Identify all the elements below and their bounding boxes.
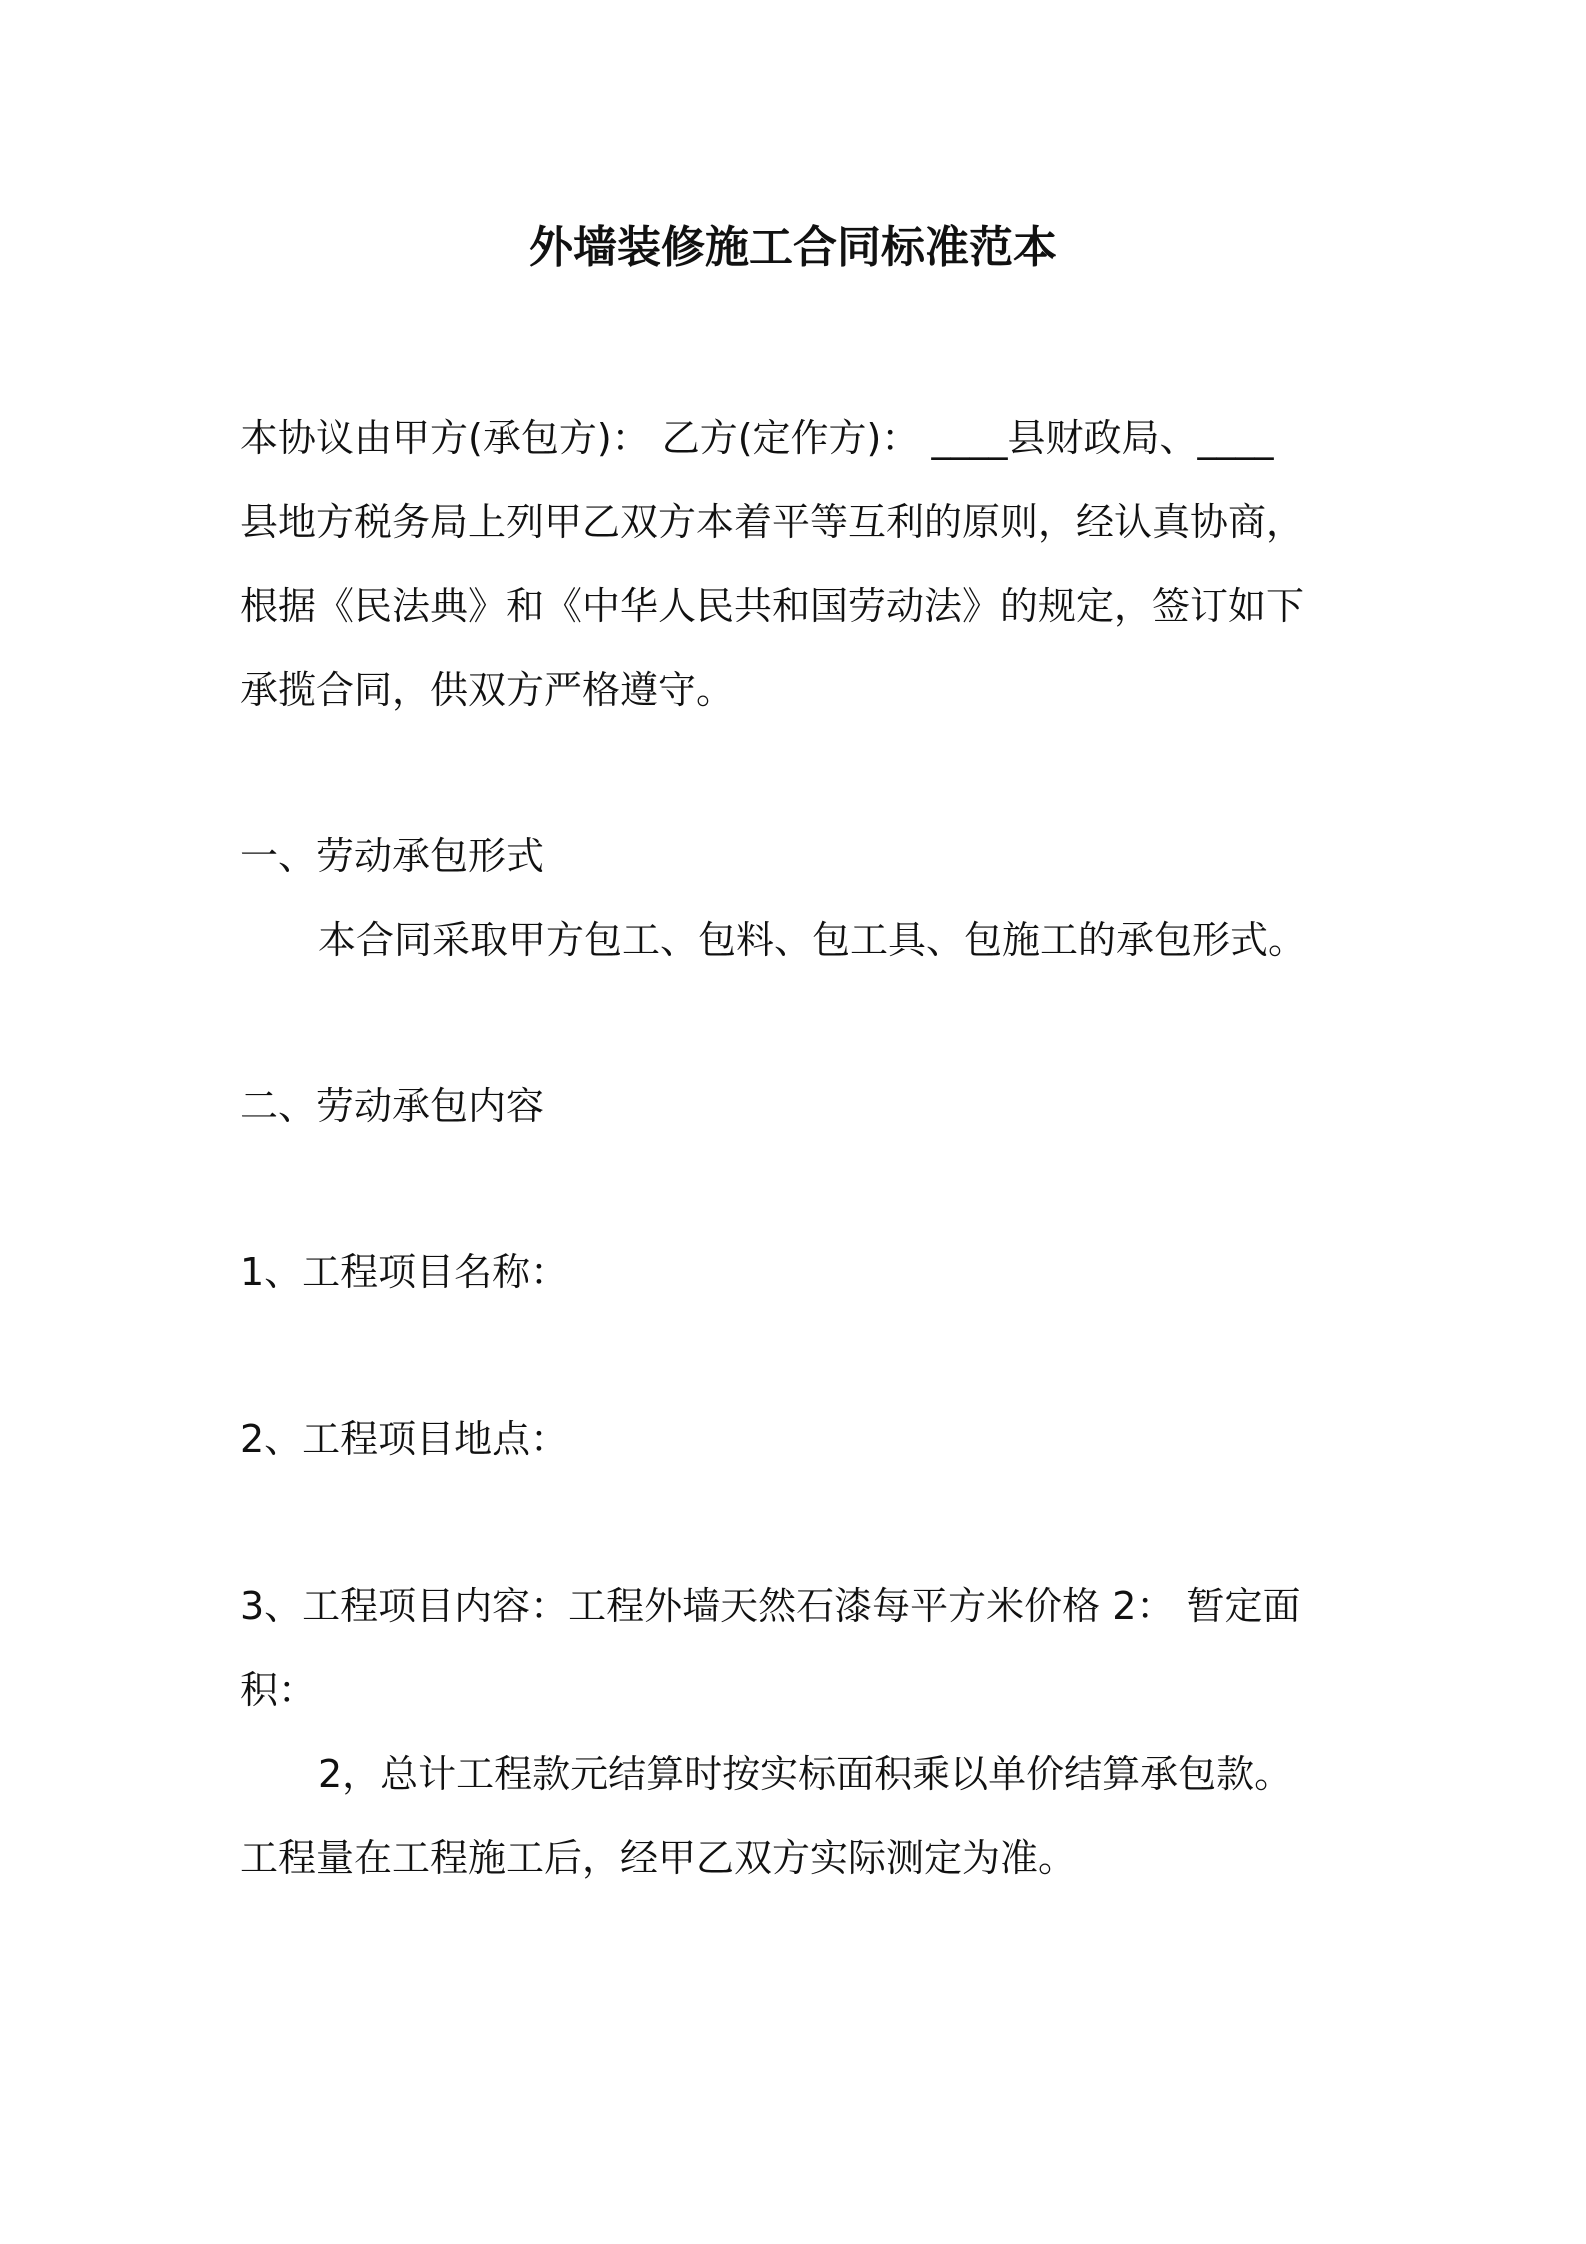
item-project-location xyxy=(240,1397,1352,1481)
item-detail-line: 工程量在工程施工后，经甲乙双方实际测定为准。 xyxy=(240,1836,1077,1880)
section-labor-contract-content xyxy=(240,1064,1352,1148)
section-heading: 二、劳动承包内容 xyxy=(240,1084,545,1128)
item-line: 积： xyxy=(240,1668,317,1712)
intro-line: 承揽合同，供双方严格遵守。 xyxy=(240,668,735,712)
item-project-content xyxy=(240,1564,1352,1900)
document-title: 外墙装修施工合同标准范本 xyxy=(529,222,1057,273)
intro-paragraph xyxy=(240,396,1352,732)
section-text: 本合同采取甲方包工、包料、包工具、包施工的承包形式。 xyxy=(318,918,1307,962)
item-project-name xyxy=(240,1230,1352,1314)
intro-line: 根据《民法典》和《中华人民共和国劳动法》的规定，签订如下 xyxy=(240,584,1305,628)
intro-line: 县地方税务局上列甲乙双方本着平等互利的原则，经认真协商， xyxy=(240,500,1305,544)
section-heading: 一、劳动承包形式 xyxy=(240,834,545,878)
item-label: 2、工程项目地点： xyxy=(240,1417,569,1461)
item-label: 1、工程项目名称： xyxy=(240,1250,569,1294)
intro-line: 本协议由甲方(承包方)： 乙方(定作方)： ____县财政局、____ xyxy=(240,416,1274,460)
item-detail-line: 2，总计工程款元结算时按实标面积乘以单价结算承包款。 xyxy=(318,1752,1293,1796)
section-labor-contract-form xyxy=(240,814,1352,982)
item-line: 3、工程项目内容：工程外墙天然石漆每平方米价格 2： 暂定面 xyxy=(240,1584,1301,1628)
